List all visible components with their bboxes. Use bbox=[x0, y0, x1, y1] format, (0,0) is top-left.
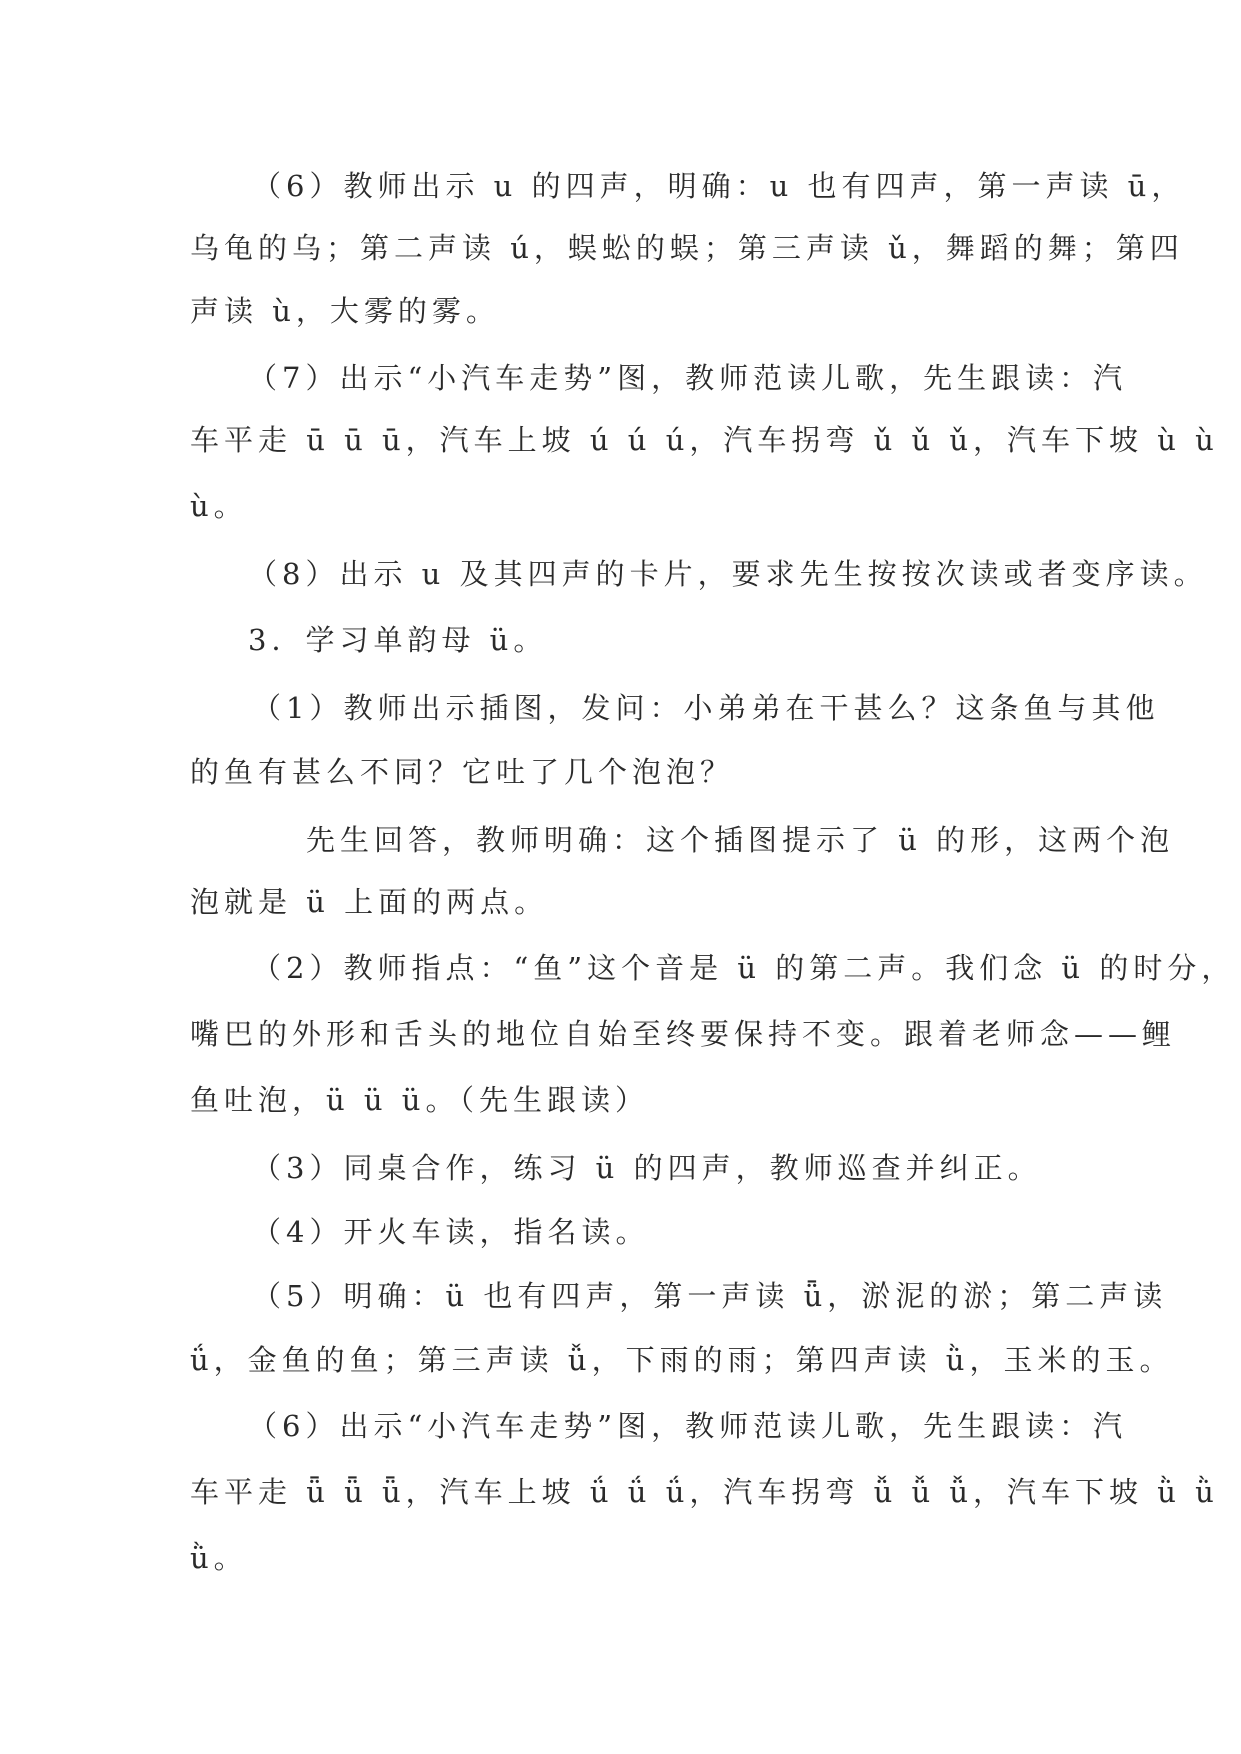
text-line: 乌龟的乌；第二声读 ú，蜈蚣的蜈；第三声读 ǔ，舞蹈的舞；第四 bbox=[190, 231, 1184, 265]
text-line: 声读 ù，大雾的雾。 bbox=[190, 294, 500, 328]
text-line: （7）出示“小汽车走势”图，教师范读儿歌，先生跟读：汽 bbox=[248, 361, 1128, 395]
text-line: （6）教师出示 u 的四声，明确：u 也有四声，第一声读 ū， bbox=[252, 169, 1186, 203]
text-line: （8）出示 u 及其四声的卡片，要求先生按按次读或者变序读。 bbox=[248, 557, 1208, 591]
section-heading: 3．学习单韵母 ü。 bbox=[248, 623, 548, 657]
text-line: 车平走 ū ū ū，汽车上坡 ú ú ú，汽车拐弯 ǔ ǔ ǔ，汽车下坡 ù ù bbox=[190, 423, 1219, 457]
text-line: （2）教师指点：“鱼”这个音是 ü 的第二声。我们念 ü 的时分， bbox=[252, 951, 1236, 985]
text-line: 嘴巴的外形和舌头的地位自始至终要保持不变。跟着老师念——鲤 bbox=[190, 1017, 1177, 1051]
text-line: 的鱼有甚么不同？它吐了几个泡泡？ bbox=[190, 755, 735, 789]
text-line: ǜ。 bbox=[190, 1541, 248, 1575]
text-line: ǘ，金鱼的鱼；第三声读 ǚ，下雨的雨；第四声读 ǜ，玉米的玉。 bbox=[190, 1343, 1174, 1377]
text-line: （3）同桌合作，练习 ü 的四声，教师巡查并纠正。 bbox=[252, 1151, 1042, 1185]
text-line: ù。 bbox=[190, 489, 248, 523]
text-line: （1）教师出示插图，发问：小弟弟在干甚么？这条鱼与其他 bbox=[252, 691, 1160, 725]
text-line: 先生回答，教师明确：这个插图提示了 ü 的形，这两个泡 bbox=[306, 823, 1175, 857]
text-line: 泡就是 ü 上面的两点。 bbox=[190, 885, 549, 919]
text-line: （5）明确：ü 也有四声，第一声读 ǖ，淤泥的淤；第二声读 bbox=[252, 1279, 1168, 1313]
text-line: （6）出示“小汽车走势”图，教师范读儿歌，先生跟读：汽 bbox=[248, 1409, 1128, 1443]
text-line: （4）开火车读，指名读。 bbox=[252, 1215, 650, 1249]
text-line: 车平走 ǖ ǖ ǖ，汽车上坡 ǘ ǘ ǘ，汽车拐弯 ǚ ǚ ǚ，汽车下坡 ǜ ǜ bbox=[190, 1475, 1219, 1509]
text-line: 鱼吐泡，ü ü ü。（先生跟读） bbox=[190, 1083, 649, 1117]
